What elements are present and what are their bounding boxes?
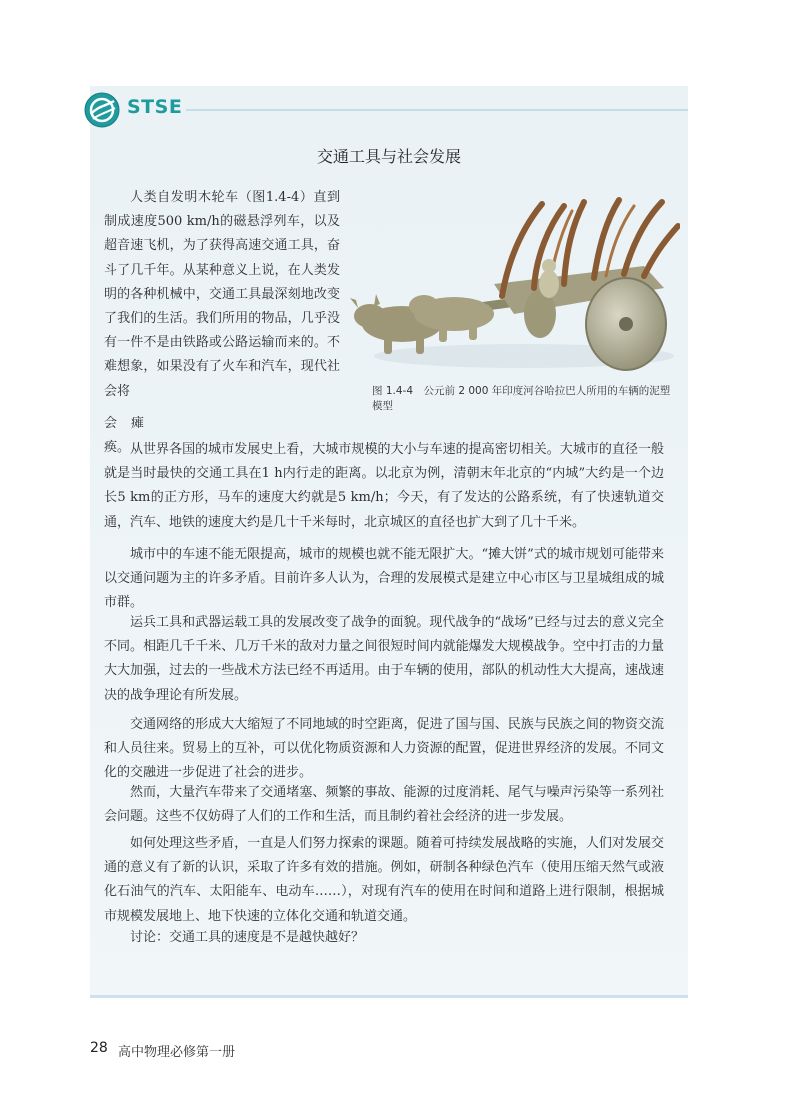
paragraph-3: 城市中的车速不能无限提高，城市的规模也就不能无限扩大。“摊大饼”式的城市规划可能带来以交通问题为主的许多矛盾。目前许多人认为，合理的发展模式是建立中心市区与卫星城组成的城市群。 bbox=[104, 547, 664, 611]
header-divider bbox=[186, 109, 688, 111]
figure-caption: 图 1.4-4 公元前 2 000 年印度河谷哈拉巴人所用的车辆的泥塑模型 bbox=[372, 385, 671, 412]
paragraph-1-end: 会瘫痪。 bbox=[104, 416, 144, 456]
page-number: 28 bbox=[90, 1040, 108, 1056]
paragraph-5: 交通网络的形成大大缩短了不同地域的时空距离，促进了国与国、民族与民族之间的物资交流和人员往来。贸易上的互补，可以优化物质资源和人力资源的配置，促进世界经济的发展。不同文化的交融进一步促进了社会的进步。 bbox=[104, 717, 664, 781]
paragraph-6: 然而，大量汽车带来了交通堵塞、频繁的事故、能源的过度消耗、尾气与噪声污染等一系列社会问题。这些不仅妨碍了人们的工作和生活，而且制约着社会经济的进一步发展。 bbox=[104, 785, 664, 825]
paragraph-1: 人类自发明木轮车（图1.4-4）直到制成速度500 km/h的磁悬浮列车，以及超音速飞机，为了获得高速交通工具，奋斗了几千年。从某种意义上说，在人类发明的各种机械中，交通工具最深刻地改变了我们的生活。我们所用的物品，几乎没有一件不是由铁路或公路运输而来的。不难想象，如果没有了火车和汽车，现代社会将 bbox=[104, 190, 340, 399]
paragraph-7: 如何处理这些矛盾，一直是人们努力探索的课题。随着可持续发展战略的实施，人们对发展交通的意义有了新的认识，采取了许多有效的措施。例如，研制各种绿色汽车（使用压缩天然气或液化石油气的汽车、太阳能车、电动车……），对现有汽车的使用在时间和道路上进行限制，根据城市规模发展地上、地下快速的立体化交通和轨道交通。 bbox=[104, 836, 664, 924]
article-title: 交通工具与社会发展 bbox=[316, 147, 461, 166]
cart-model-image bbox=[344, 196, 680, 378]
globe-logo-icon bbox=[84, 92, 120, 128]
discussion-question: 讨论：交通工具的速度是不是越快越好？ bbox=[130, 930, 365, 945]
paragraph-2: 从世界各国的城市发展史上看，大城市规模的大小与车速的提高密切相关。大城市的直径一般就是当时最快的交通工具在1 h内行走的距离。以北京为例，清朝末年北京的“内城”大约是一个边长5 km的正方形，马车的速度大约就是5 km/h；今天，有了发达的公路系统，有了快速轨道交通，汽车、地铁的速度大约是几十千米每时，北京城区的直径也扩大到了几十千米。 bbox=[104, 442, 664, 530]
section-label: STSE bbox=[127, 96, 183, 118]
paragraph-4: 运兵工具和武器运载工具的发展改变了战争的面貌。现代战争的“战场”已经与过去的意义完全不同。相距几千千米、几万千米的敌对力量之间很短时间内就能爆发大规模战争。空中打击的力量大大加强，过去的一些战术方法已经不再适用。由于车辆的使用，部队的机动性大大提高，速战速决的战争理论有所发展。 bbox=[104, 615, 664, 703]
book-title: 高中物理必修第一册 bbox=[118, 1045, 236, 1060]
